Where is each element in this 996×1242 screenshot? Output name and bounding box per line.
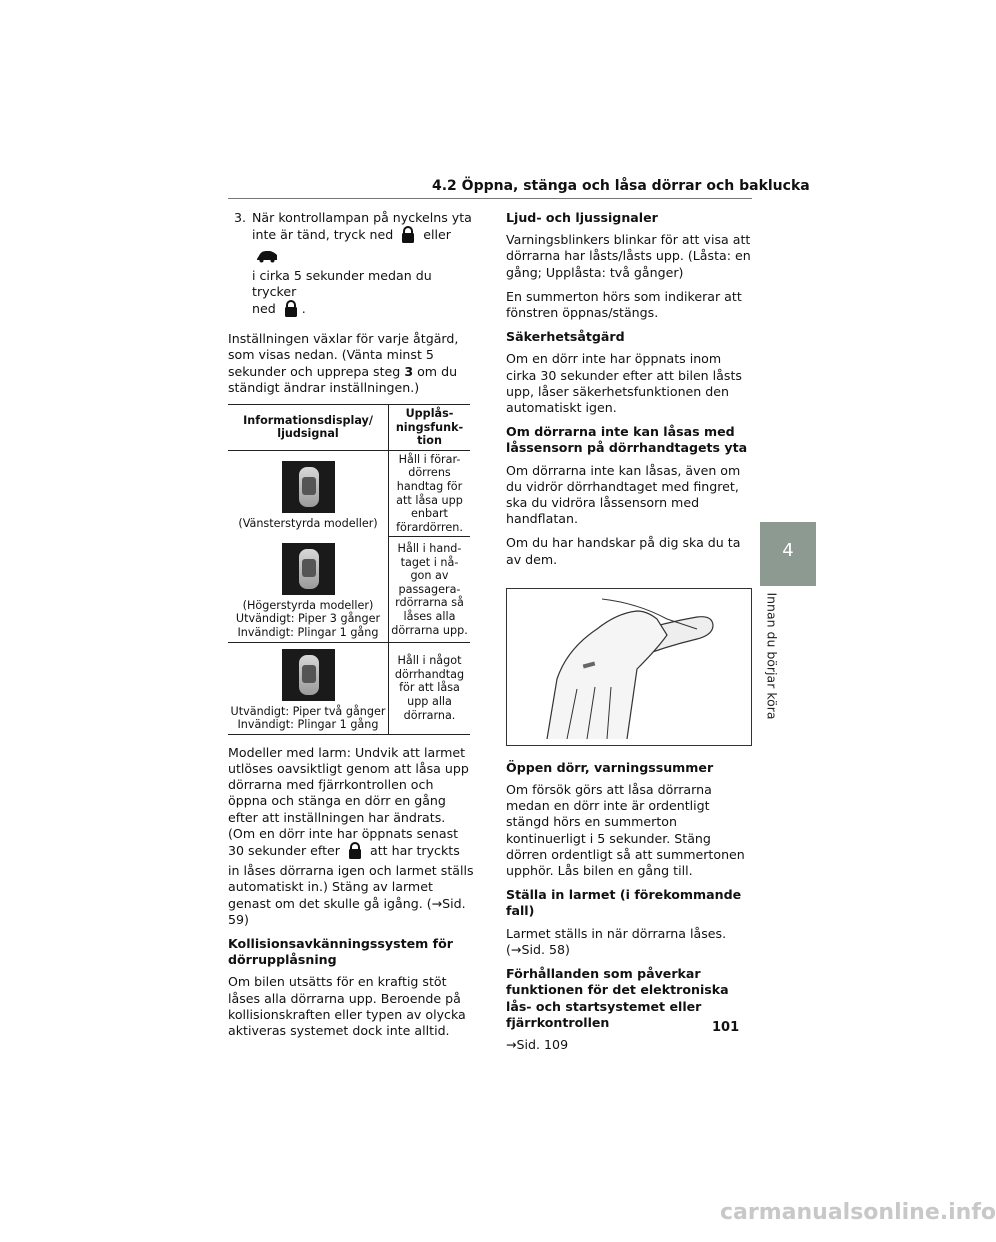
step-line-1: När kontrollampan på nyckelns yta xyxy=(252,210,472,225)
open-door-heading: Öppen dörr, varningssummer xyxy=(506,759,714,775)
table-head-display: Informationsdisplay/ ljudsignal xyxy=(228,405,389,451)
cannot-lock-paragraph-1: Om dörrarna inte kan låsas, även om du vidrör dörrhandtaget med fingret, ska du vidröra låssensorn med handflatan. xyxy=(506,462,741,527)
cannot-lock-paragraph-2: Om du har handskar på dig ska du ta av dem. xyxy=(506,535,741,567)
chapter-title-vertical xyxy=(760,592,784,720)
step-ref: 3 xyxy=(404,363,414,379)
table-row-1-display xyxy=(228,450,389,537)
alarm-text-b: att har tryckts in låses dörrarna igen och larmet ställs automatiskt in.) Stäng av larmet genast om det skulle gå igång. (→Sid. 59) xyxy=(228,843,474,927)
row2-function: Håll i hand-taget i nå-gon av passagera-rdörrarna så låses alla dörrarna upp. xyxy=(389,537,471,642)
watermark: carmanualsonline.info xyxy=(720,1200,996,1225)
conditions-heading: Förhållanden som påverkar funktionen för det elektroniska lås- och startsystemet eller fjärrkontrollen xyxy=(506,966,729,1030)
row2-caption-a: (Högerstyrda modeller) xyxy=(242,598,374,612)
alarm-paragraph xyxy=(228,745,474,928)
settings-text-a: Inställningen växlar för varje åtgärd, som visas nedan. (Vänta minst 5 sekunder och upprepa steg xyxy=(228,331,459,379)
alarm-setting-heading: Ställa in larmet (i förekommande fall) xyxy=(506,887,742,919)
hand-on-handle-illustration xyxy=(506,588,752,746)
conditions-paragraph: →Sid. 109 xyxy=(506,1036,569,1052)
chapter-number: 4 xyxy=(782,540,794,561)
left-column xyxy=(228,210,474,1047)
row3-caption-b: Invändigt: Plingar 1 gång xyxy=(237,718,379,732)
step-3 xyxy=(228,210,474,321)
signals-paragraph-1: Varningsblinkers blinkar för att visa att dörrarna har låsts/låsts upp. (Låsta: en gång; Upplåsta: två gånger) xyxy=(506,232,751,280)
row1-caption: (Vänsterstyrda modeller) xyxy=(238,517,378,531)
open-door-paragraph: Om försök görs att låsa dörrarna medan en dörr inte är ordentligt stängd hörs en summerton kontinuerligt i 5 sekunder. Stäng dörren ordentligt så att summertonen upphör. Lås bilen en gång till. xyxy=(506,782,745,879)
alarm-text-a: Modeller med larm: Undvik att larmet utlöses oavsiktligt genom att låsa upp dörrarna med fjärrkontrollen och öppna och stänga en dörr en gång efter att inställningen har ändrats. (Om en dörr inte har öppnats senast 30 sekunder efter xyxy=(228,744,469,859)
table-row-3-display xyxy=(228,642,389,734)
signals-heading: Ljud- och ljussignaler xyxy=(506,210,658,225)
row2-caption-c: Invändigt: Plingar 1 gång xyxy=(237,626,379,640)
table-row-2-display xyxy=(228,537,389,642)
cannot-lock-heading: Om dörrarna inte kan låsas med låssensorn på dörrhandtagets yta xyxy=(506,424,748,456)
settings-paragraph xyxy=(228,331,474,396)
step-number: 3. xyxy=(234,210,247,225)
chapter-title: Innan du börjar köra xyxy=(764,592,780,720)
safety-paragraph: Om en dörr inte har öppnats inom cirka 30 sekunder efter att bilen låsts upp, låser säkerhetsfunktionen den automatiskt igen. xyxy=(506,351,742,416)
car-trunk-icon xyxy=(256,249,278,267)
row3-function: Håll i något dörrhandtag för att låsa upp alla dörrarna. xyxy=(389,642,471,734)
step-line-3: i cirka 5 sekunder medan du trycker xyxy=(252,267,432,299)
lock-icon-2 xyxy=(284,300,298,321)
car-passenger-door-image xyxy=(282,543,335,595)
table-head-function: Upplås-ningsfunk-tion xyxy=(389,405,471,451)
collision-paragraph: Om bilen utsätts för en kraftig stöt låses alla dörrarna upp. Beroende på kollisionskraften eller typen av olycka aktiveras systemet dock inte alltid. xyxy=(228,974,466,1039)
car-all-doors-image xyxy=(282,649,335,701)
hand-handle-drawing xyxy=(507,589,751,745)
header-rule xyxy=(228,198,752,199)
settings-text-b: om du ständigt ändrar inställningen.) xyxy=(228,363,458,395)
step-line-2-or: eller xyxy=(423,227,451,243)
settings-table xyxy=(228,404,470,735)
lock-icon-3 xyxy=(348,842,362,863)
lock-icon xyxy=(401,226,415,247)
row1-function: Håll i förar-dörrens handtag för att låsa upp enbart förardörren. xyxy=(389,450,471,537)
row2-caption-b: Utvändigt: Piper 3 gånger xyxy=(235,612,381,626)
collision-heading: Kollisionsavkänningssystem för dörrupplåsning xyxy=(228,936,453,968)
row3-caption-a: Utvändigt: Piper två gånger xyxy=(230,704,386,718)
car-driver-door-image xyxy=(282,461,335,513)
page-header: 4.2 Öppna, stänga och låsa dörrar och baklucka xyxy=(432,178,810,194)
safety-heading: Säkerhetsåtgärd xyxy=(506,329,625,345)
step-line-4-end: . xyxy=(301,301,306,317)
page-number: 101 xyxy=(712,1020,740,1035)
right-column xyxy=(506,210,754,1061)
alarm-setting-paragraph: Larmet ställs in när dörrarna låses. (→Sid. 58) xyxy=(506,925,727,957)
signals-paragraph-2: En summerton hörs som indikerar att fönstren öppnas/stängs. xyxy=(506,288,742,321)
step-line-4: ned xyxy=(252,301,276,317)
step-line-2: inte är tänd, tryck ned xyxy=(252,227,394,243)
